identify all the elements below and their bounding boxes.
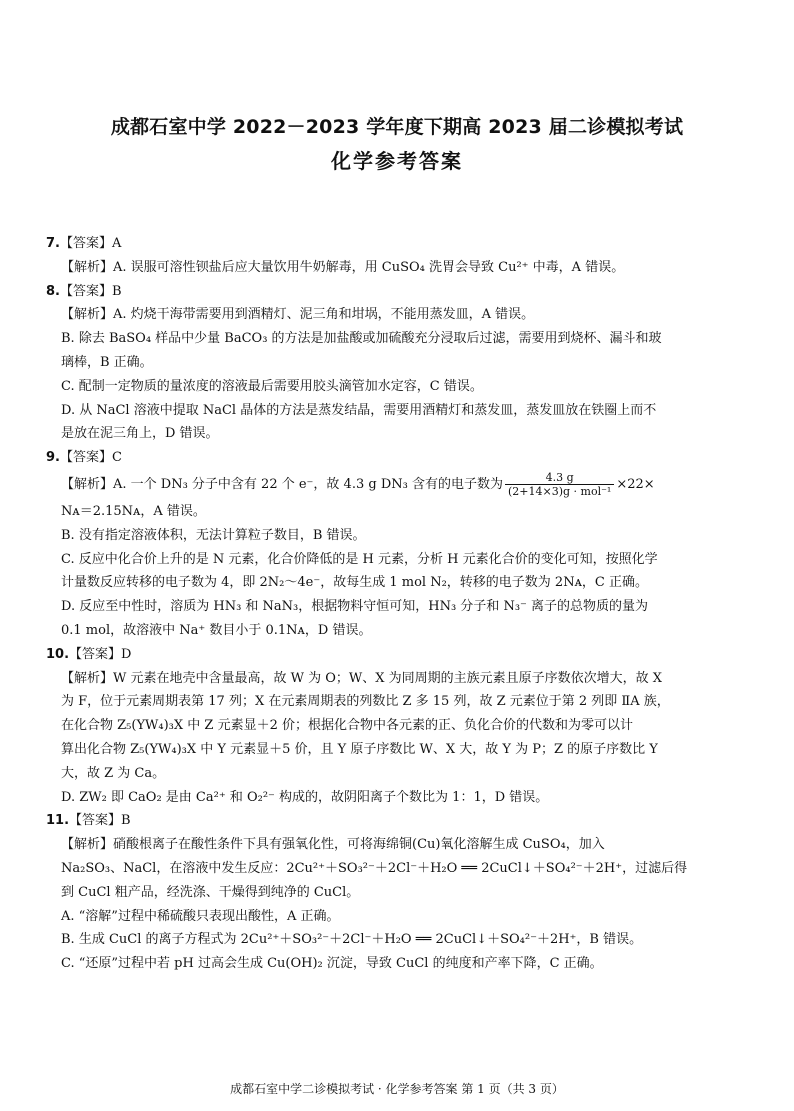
q11-answer: 【答案】B xyxy=(69,813,131,829)
q9-analysis-c2: 计量数反应转移的电子数为 4，即 2N₂～4e⁻，故每生成 1 mol N₂，转移的电子数为 2Nᴀ，C 正确。 xyxy=(61,575,648,591)
q9-analysis-c1: C. 反应中化合价上升的是 N 元素，化合价降低的是 H 元素，分析 H 元素化合价的变化可知，按照化学 xyxy=(61,551,658,567)
q9-analysis-a2: Nᴀ＝2.15Nᴀ，A 错误。 xyxy=(61,503,206,519)
q9-analysis-d1: D. 反应至中性时，溶质为 HN₃ 和 NaN₃，根据物料守恒可知，HN₃ 分子和 N₃⁻ 离子的总物质的量为 xyxy=(61,599,649,615)
q11-number: 11. xyxy=(46,813,70,829)
q9-analysis-d2: 0.1 mol，故溶液中 Na⁺ 数目小于 0.1Nᴀ，D 错误。 xyxy=(61,622,372,638)
q9-analysis-a-pre: 【解析】A. 一个 DN₃ 分子中含有 22 个 e⁻，故 4.3 g DN₃ 含有的电子数为 xyxy=(61,476,503,492)
q11-analysis-b: B. 生成 CuCl 的离子方程式为 2Cu²⁺＋SO₃²⁻＋2Cl⁻＋H₂O ══ 2CuCl↓＋SO₄²⁻＋2H⁺，B 错误。 xyxy=(61,932,643,948)
q7-answer: 【答案】A xyxy=(59,236,122,251)
q9-answer-line xyxy=(46,446,716,470)
q9-fraction xyxy=(505,471,614,498)
q8-analysis-c: C. 配制一定物质的量浓度的溶液最后需要用胶头滴管加水定容，C 错误。 xyxy=(61,378,483,394)
q8-number: 8. xyxy=(46,283,60,299)
q10-answer: 【答案】D xyxy=(69,646,132,662)
page-title: 成都石室中学 2022－2023 学年度下期高 2023 届二诊模拟考试 xyxy=(110,116,684,138)
q10-analysis-2: 为 F，位于元素周期表第 17 列；X 在元素周期表的列数比 Z 多 15 列，故 Z 元素位于第 2 列即 ⅡA 族， xyxy=(61,694,670,710)
q8-answer-line xyxy=(46,280,716,304)
page-footer: 成都石室中学二诊模拟考试 · 化学参考答案 第 1 页（共 3 页） xyxy=(230,1082,564,1096)
q9-analysis-a xyxy=(46,470,716,500)
q8-analysis-d2: 是放在泥三角上，D 错误。 xyxy=(61,426,219,442)
page-subtitle: 化学参考答案 xyxy=(331,149,463,173)
q10-analysis-5: 大，故 Z 为 Ca。 xyxy=(61,765,166,781)
q11-analysis-2: Na₂SO₃、NaCl，在溶液中发生反应：2Cu²⁺＋SO₃²⁻＋2Cl⁻＋H₂O ══ 2CuCl↓＋SO₄²⁻＋2H⁺，过滤后得 xyxy=(61,860,688,876)
q9-answer: 【答案】C xyxy=(59,450,122,466)
q10-answer-line xyxy=(46,643,716,667)
q10-number: 10. xyxy=(46,646,70,662)
q10-analysis-3: 在化合物 Z₅(YW₄)₃X 中 Z 元素显＋2 价；根据化合物中各元素的正、负化合价的代数和为零可以计 xyxy=(61,718,633,734)
q11-analysis-3: 到 CuCl 粗产品，经洗涤、干燥得到纯净的 CuCl。 xyxy=(61,884,360,900)
q7-number: 7. xyxy=(46,236,60,251)
q7-answer-line xyxy=(46,232,716,256)
q7-analysis: 【解析】A. 误服可溶性钡盐后应大量饮用牛奶解毒，用 CuSO₄ 洗胃会导致 Cu²⁺ 中毒，A 错误。 xyxy=(61,259,625,275)
q11-answer-line xyxy=(46,809,716,833)
q10-analysis-6: D. ZW₂ 即 CaO₂ 是由 Ca²⁺ 和 O₂²⁻ 构成的，故阴阳离子个数比为 1：1，D 错误。 xyxy=(61,789,549,805)
answer-content xyxy=(46,232,716,976)
q9-number: 9. xyxy=(46,450,60,466)
q8-analysis-b1: B. 除去 BaSO₄ 样品中少量 BaCO₃ 的方法是加盐酸或加硫酸充分浸取后过滤，需要用到烧杯、漏斗和玻 xyxy=(61,331,662,347)
q8-answer: 【答案】B xyxy=(59,283,122,299)
q9-analysis-a-post: ×22× xyxy=(616,476,655,492)
q9-analysis-b: B. 没有指定溶液体积，无法计算粒子数目，B 错误。 xyxy=(61,527,366,543)
q11-analysis-1: 【解析】硝酸根离子在酸性条件下具有强氧化性，可将海绵铜(Cu)氧化溶解生成 CuSO₄，加入 xyxy=(61,837,605,853)
q10-analysis-1: 【解析】W 元素在地壳中含量最高，故 W 为 O；W、X 为同周期的主族元素且原子序数依次增大，故 X xyxy=(61,670,663,686)
q8-analysis-d1: D. 从 NaCl 溶液中提取 NaCl 晶体的方法是蒸发结晶，需要用酒精灯和蒸发皿，蒸发皿放在铁圈上而不 xyxy=(61,402,657,418)
q9-fraction-denominator: (2+14×3)g · mol⁻¹ xyxy=(507,484,612,498)
q8-analysis-b2: 璃棒，B 正确。 xyxy=(61,354,153,370)
q11-analysis-c: C. “还原”过程中若 pH 过高会生成 Cu(OH)₂ 沉淀，导致 CuCl 的纯度和产率下降，C 正确。 xyxy=(61,956,603,972)
q10-analysis-4: 算出化合物 Z₅(YW₄)₃X 中 Y 元素显＋5 价，且 Y 原子序数比 W、X 大，故 Y 为 P；Z 的原子序数比 Y xyxy=(61,741,658,757)
q8-analysis-a: 【解析】A. 灼烧干海带需要用到酒精灯、泥三角和坩埚，不能用蒸发皿，A 错误。 xyxy=(61,307,535,323)
q11-analysis-a: A. “溶解”过程中稀硫酸只表现出酸性，A 正确。 xyxy=(61,908,340,924)
q9-fraction-numerator: 4.3 g xyxy=(505,471,614,485)
